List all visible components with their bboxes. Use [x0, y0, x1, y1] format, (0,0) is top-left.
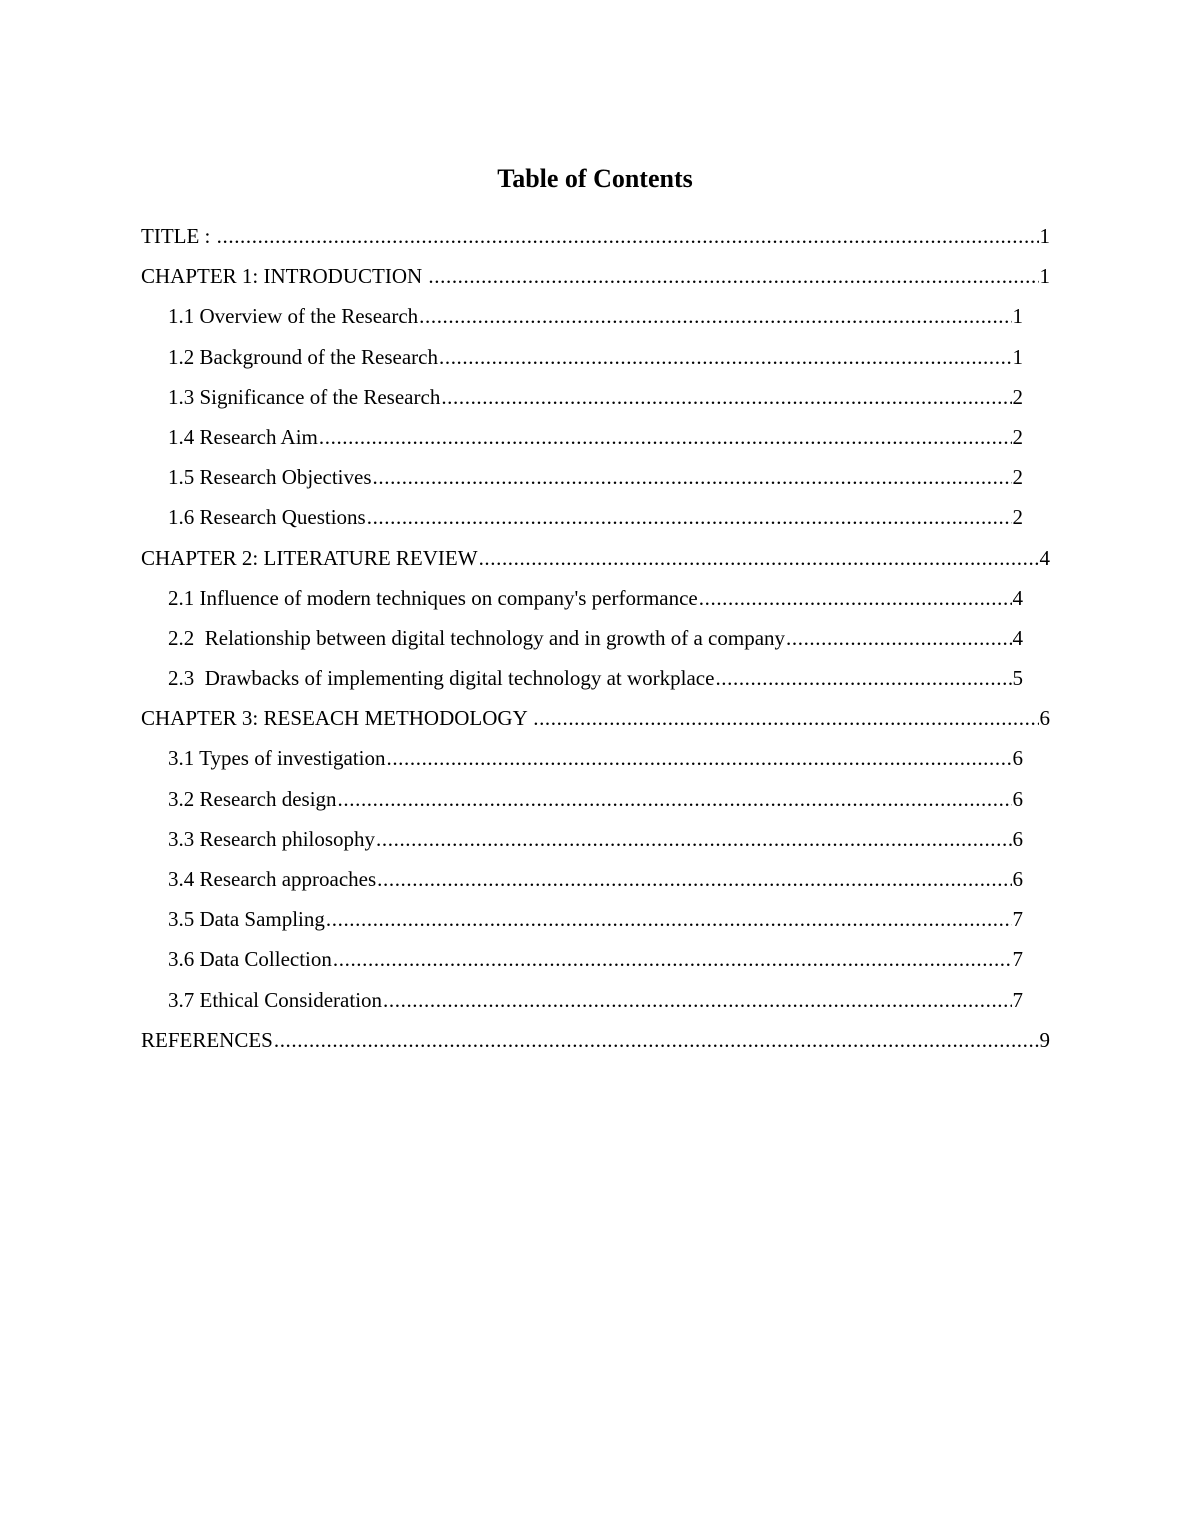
toc-list [0, 220, 1190, 1064]
toc-entry[interactable] [168, 943, 1023, 983]
toc-entry[interactable] [168, 863, 1023, 903]
toc-page-number: 6 [1012, 867, 1023, 891]
toc-entry-text: 1.6 Research Questions [168, 505, 366, 530]
toc-page-number: 4 [1012, 625, 1023, 650]
toc-entry[interactable] [168, 421, 1023, 461]
toc-entry[interactable] [141, 1024, 1050, 1064]
toc-entry-text: 1.1 Overview of the Research [168, 304, 419, 329]
toc-dot-leader [479, 542, 1039, 574]
toc-entry-text: 2.1 Influence of modern techniques on company's performance [168, 585, 698, 610]
toc-page-number: 2 [1012, 465, 1023, 490]
toc-entry[interactable] [168, 984, 1023, 1024]
toc-entry[interactable] [141, 542, 1050, 582]
toc-entry[interactable] [168, 622, 1023, 662]
toc-entry[interactable] [168, 582, 1023, 622]
toc-page-number: 2 [1012, 424, 1023, 449]
toc-dot-leader [319, 421, 1012, 453]
toc-dot-leader [274, 1024, 1039, 1056]
toc-page-number: 5 [1012, 666, 1023, 691]
toc-entry-text: 3.7 Ethical Consideration [168, 987, 383, 1012]
toc-entry-text: 1.4 Research Aim [168, 424, 318, 449]
toc-page-number: 6 [1012, 826, 1023, 851]
toc-entry-text: 3.2 Research design [168, 786, 337, 811]
page-title: Table of Contents [497, 164, 693, 193]
toc-dot-leader [333, 943, 1012, 975]
toc-entry[interactable] [168, 783, 1023, 823]
toc-entry-text: REFERENCES [141, 1027, 273, 1052]
toc-entry[interactable] [168, 461, 1023, 501]
toc-entry-text: 1.2 Background of the Research [168, 344, 438, 369]
toc-entry-text: CHAPTER 2: LITERATURE REVIEW [141, 545, 478, 570]
toc-dot-leader [786, 622, 1011, 654]
toc-entry-text: CHAPTER 1: INTRODUCTION [141, 264, 428, 289]
toc-page-number: 1 [1012, 304, 1023, 329]
toc-page-number: 4 [1039, 545, 1050, 570]
toc-entry-text: 3.1 Types of investigation [168, 746, 386, 771]
toc-page-number: 6 [1012, 786, 1023, 811]
toc-dot-leader [439, 341, 1012, 373]
toc-entry[interactable] [168, 742, 1023, 782]
toc-entry-text: 2.3 Drawbacks of implementing digital technology at workplace [168, 666, 715, 691]
toc-entry-text: 3.4 Research approaches [168, 867, 377, 891]
toc-page-number: 1 [1039, 224, 1050, 248]
toc-dot-leader [367, 501, 1012, 533]
toc-page-number: 2 [1012, 505, 1023, 530]
toc-page-number: 1 [1012, 344, 1023, 369]
toc-entry[interactable] [168, 381, 1023, 421]
toc-dot-leader [441, 381, 1011, 413]
toc-dot-leader [383, 984, 1011, 1016]
toc-entry-text: CHAPTER 3: RESEACH METHODOLOGY [141, 706, 533, 731]
toc-dot-leader [326, 903, 1012, 935]
toc-page-number: 6 [1012, 746, 1023, 771]
toc-dot-leader [428, 260, 1038, 292]
toc-entry[interactable] [168, 903, 1023, 943]
toc-dot-leader [419, 300, 1011, 332]
toc-entry[interactable] [168, 823, 1023, 863]
toc-entry[interactable] [168, 300, 1023, 340]
toc-entry[interactable] [168, 341, 1023, 381]
toc-entry[interactable] [141, 702, 1050, 742]
toc-page-number: 9 [1039, 1027, 1050, 1052]
toc-page-number: 7 [1012, 947, 1023, 972]
toc-dot-leader [373, 461, 1012, 493]
toc-page-number: 6 [1039, 706, 1050, 731]
toc-entry-text: 1.5 Research Objectives [168, 465, 372, 490]
toc-dot-leader [217, 220, 1039, 252]
toc-entry-text: 3.3 Research philosophy [168, 826, 376, 851]
toc-page-number: 1 [1039, 264, 1050, 289]
toc-entry-text: TITLE : [141, 224, 216, 248]
toc-dot-leader [699, 582, 1012, 614]
toc-dot-leader [377, 863, 1011, 895]
toc-entry-text: 3.6 Data Collection [168, 947, 332, 972]
toc-entry-text: 3.5 Data Sampling [168, 907, 325, 932]
toc-dot-leader [533, 702, 1038, 734]
toc-page-number: 7 [1012, 907, 1023, 932]
toc-dot-leader [715, 662, 1011, 694]
toc-page-number: 7 [1012, 987, 1023, 1012]
toc-dot-leader [338, 783, 1012, 815]
toc-entry-text: 2.2 Relationship between digital technology and in growth of a company [168, 625, 786, 650]
toc-entry-text: 1.3 Significance of the Research [168, 384, 441, 409]
toc-entry[interactable] [168, 662, 1023, 702]
toc-entry[interactable] [168, 501, 1023, 541]
toc-page-number: 4 [1012, 585, 1023, 610]
toc-page-number: 2 [1012, 384, 1023, 409]
toc-dot-leader [376, 823, 1011, 855]
toc-entry[interactable] [141, 260, 1050, 300]
toc-dot-leader [386, 742, 1011, 774]
toc-entry[interactable] [141, 220, 1050, 260]
